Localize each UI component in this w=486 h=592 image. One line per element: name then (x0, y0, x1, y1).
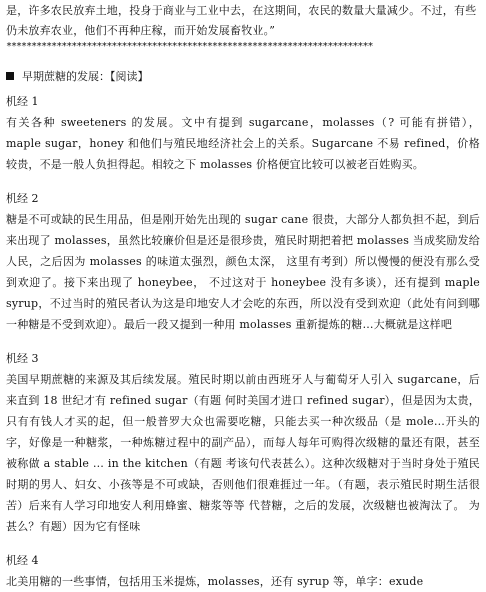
item-text-4: 北美用糖的一些事情，包括用玉米提炼，molasses，还有 syrup 等，单字：exude (6, 575, 424, 588)
asterisk-divider: ************************************************************************* (6, 41, 373, 52)
intro-line-1: 是，许多农民放弃土地，投身于商业与工业中去，在这期间，农民的数量大量减少。不过，有些 (6, 4, 477, 17)
section-tag: ：【阅读】 (99, 70, 149, 83)
spacer (6, 175, 480, 184)
item-label-4: 机经 4 (6, 554, 39, 567)
spacer (6, 335, 480, 344)
square-bullet-icon (6, 72, 14, 80)
item-text-3: 美国早期蔗糖的来源及其后续发展。殖民时期以前由西班牙人与葡萄牙人引入 sugarcane，后来直到 18 世纪才有 refined sugar（有题 何时美国才进口 refined sugar），但是因为太贵，只有有钱人才买的起，但一般普罗大众也需要吃糖，只能去买一种次级品（是 mole…开头的字，好像是一种糖浆，一种炼糖过程中的副产品），而每人每年可购得次级糖的量还有限，甚至被称做 a stable … in the kitchen（有题 考该句代表甚么）。这种次级糖对于当时身处于殖民时期的男人、妇女、小孩等是不可或缺，否则他们很难捱过一年。（有题，表示殖民时期生活很苦）后来有人学习印地安人利用蜂蜜、糖浆等等 代替糖，之后的发展，次级糖也被淘汰了。 为甚么？有题）因为它有怪味 (6, 373, 480, 533)
item-label-1: 机经 1 (6, 95, 39, 108)
intro-line-2: 仍未放弃农业，他们不再种庄稼，而开始发展畜牧业。” (6, 24, 276, 37)
section-heading (6, 66, 480, 87)
item-label-3: 机经 3 (6, 352, 39, 365)
document-page (6, 0, 480, 592)
item-label-2: 机经 2 (6, 192, 39, 205)
spacer (6, 537, 480, 546)
section-title: 早期蔗糖的发展 (22, 70, 99, 83)
item-text-2: 糖是不可或缺的民生用品，但是刚开始先出现的 sugar cane 很贵，大部分人都负担不起，到后来出现了 molasses，虽然比较廉价但是还是很珍贵，殖民时期把着把 molasses 当成奖励发给人民，之后因为 molasses 的味道太强烈，颜色太深， 这里有考到）所以慢慢的便没有那么受到欢迎了。接下来出现了 honeybee， 不过这对于 honeybee 没有多谈），还有提到 maple syrup，不过当时的殖民者认为这是印地安人才会吃的东西，所以没有受到欢迎（此处有问到哪一种糖是不受到欢迎）。最后一段又提到一种用 molasses 重新提炼的糖…大概就是这样吧 (6, 213, 480, 331)
item-text-1: 有关各种 sweeteners 的发展。文中有提到 sugarcane，molasses（? 可能有拼错），maple sugar，honey 和他们与殖民地经济社会上的关系。Sugarcane 不易 refined，价格较贵，不是一般人负担得起。相较之下 molasses 价格便宜比较可以被老百姓购买。 (6, 116, 480, 171)
